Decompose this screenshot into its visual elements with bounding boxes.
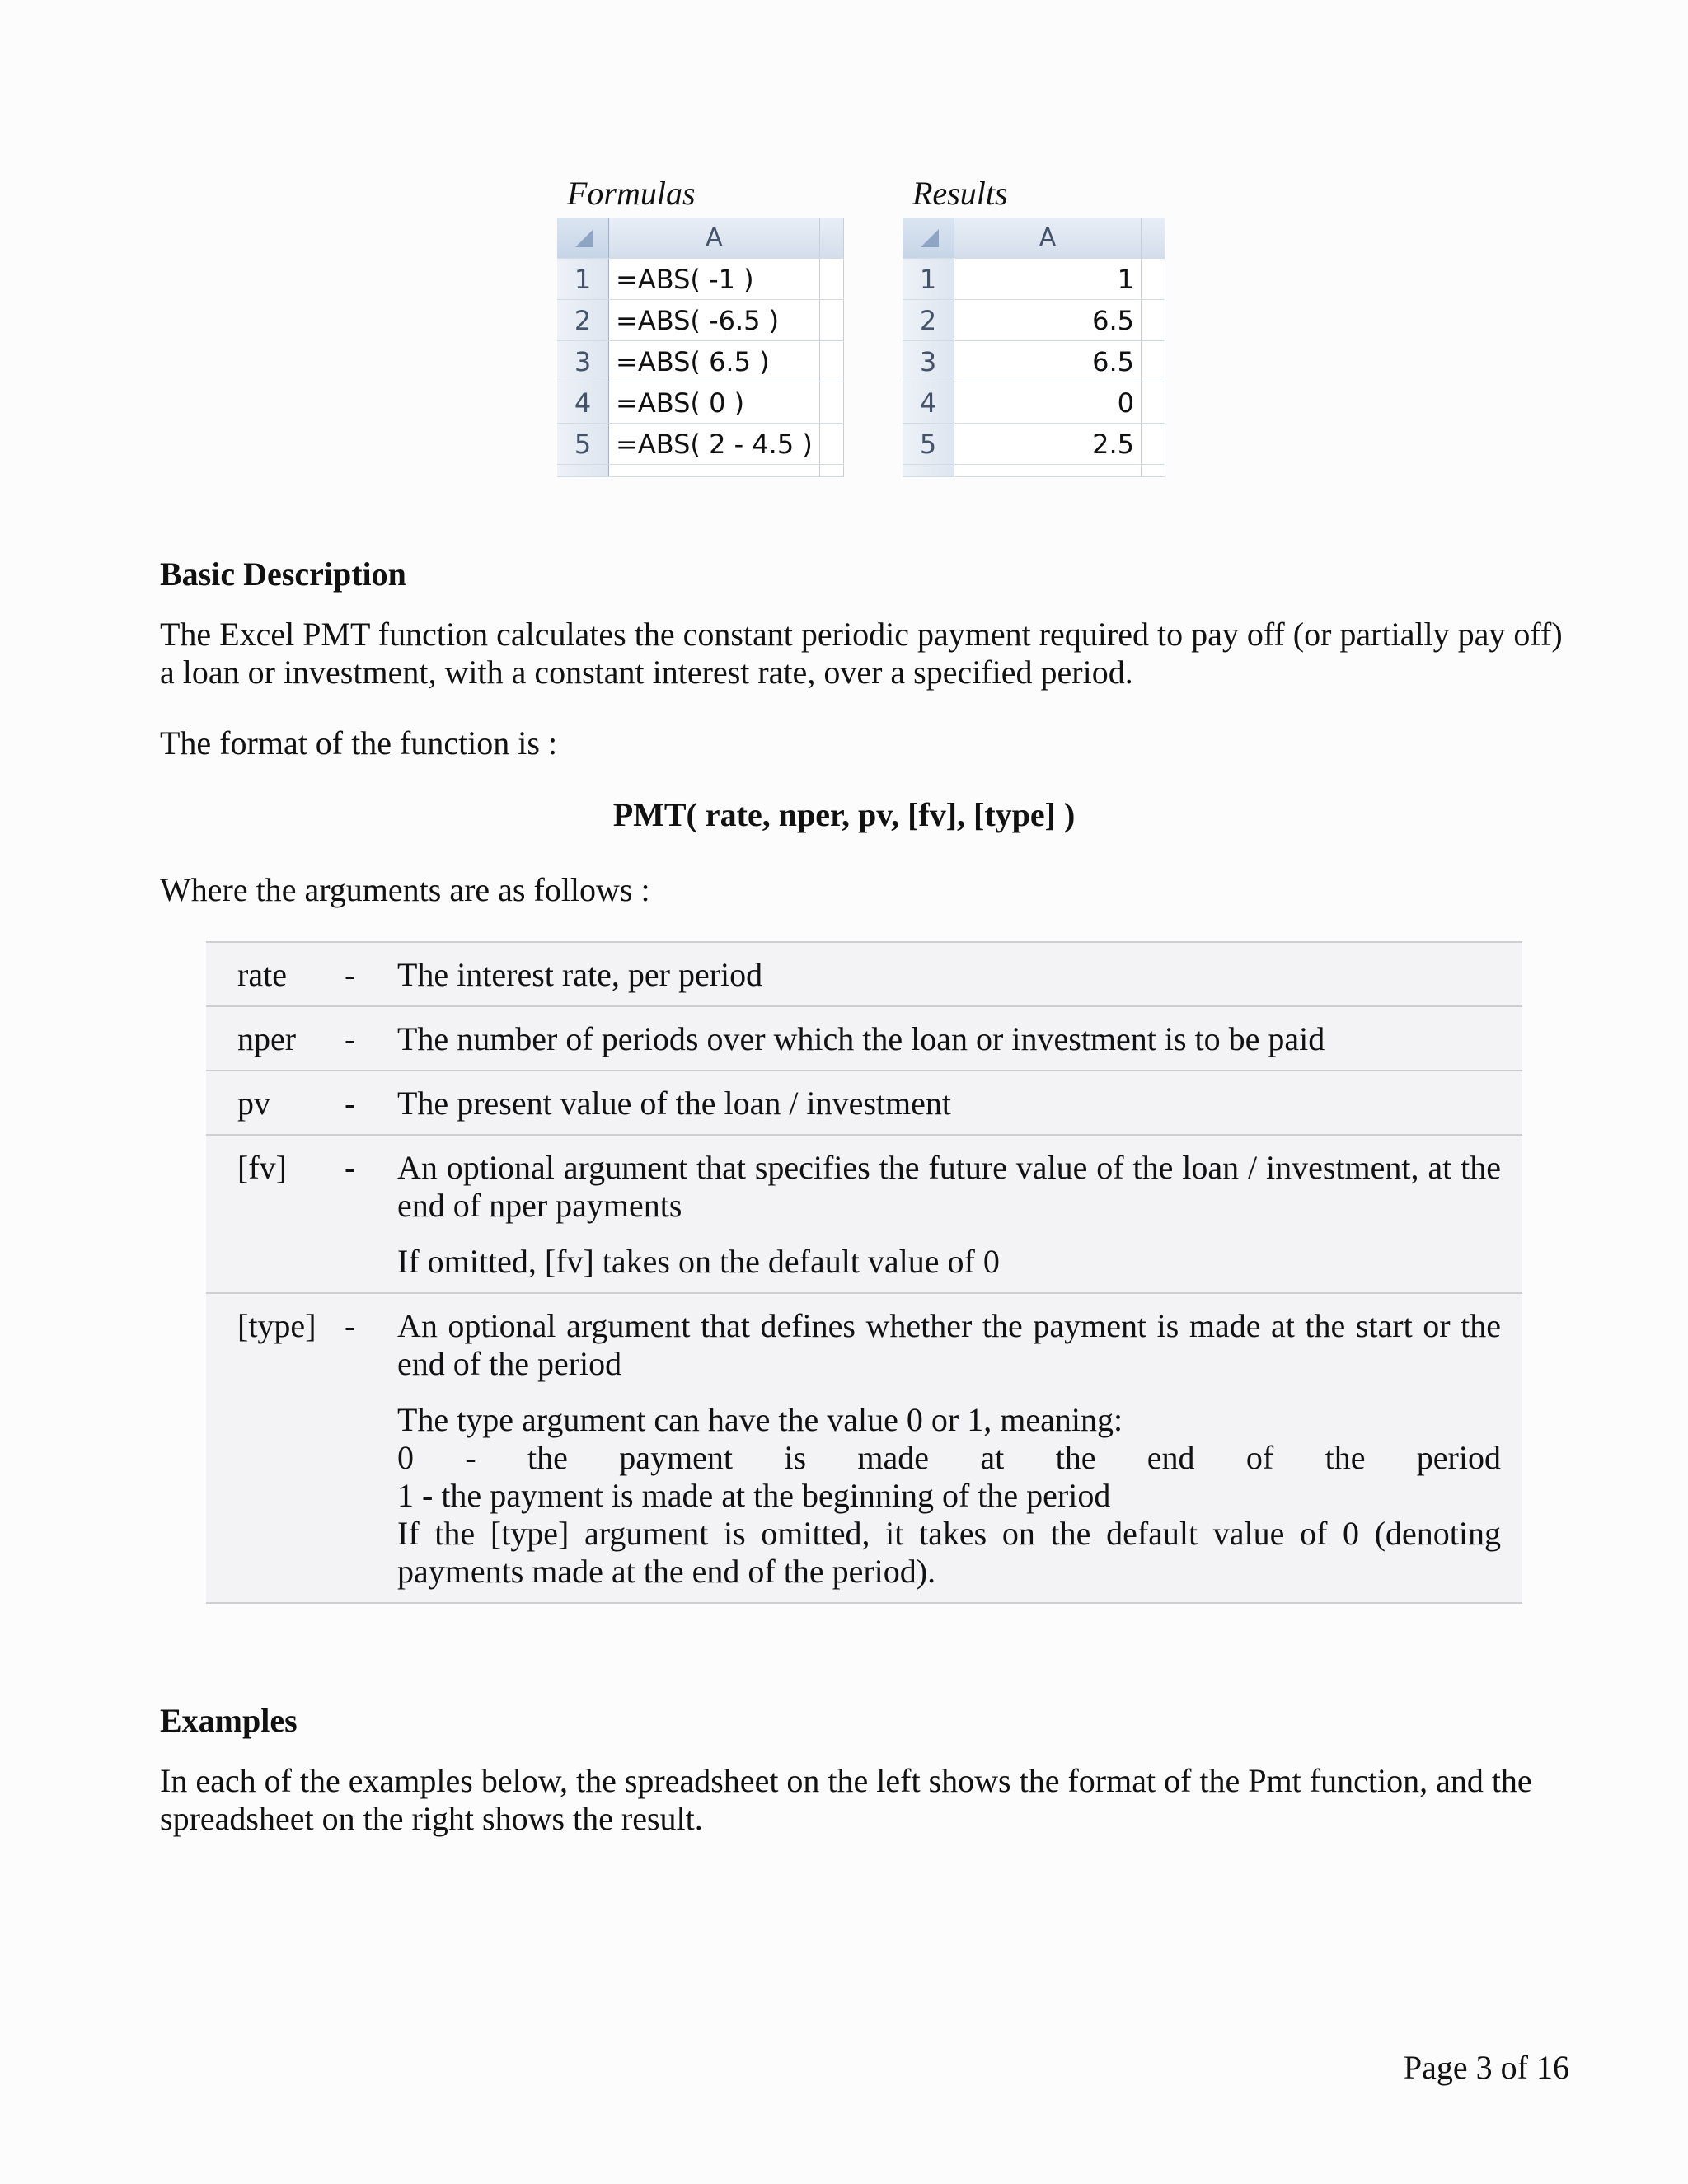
basic-description-paragraph: The Excel PMT function calculates the constant periodic payment required to pay off (or partially pay off) a loan or investment, with a constant interest rate, over a specified period. — [160, 616, 1563, 691]
result-cell: 1 — [954, 259, 1142, 300]
argument-name: pv — [206, 1071, 345, 1135]
row-header: 2 — [903, 300, 954, 341]
table-row — [206, 1006, 1522, 1071]
row-header: 1 — [903, 259, 954, 300]
result-cell: 2.5 — [954, 424, 1142, 465]
formulas-caption: Formulas — [567, 175, 696, 212]
page-number: Page 3 of 16 — [1403, 2049, 1569, 2086]
row-header: 3 — [903, 341, 954, 382]
argument-dash: - — [345, 1006, 397, 1071]
result-cell: 6.5 — [954, 300, 1142, 341]
table-row — [903, 341, 1165, 382]
table-row — [557, 424, 843, 465]
argument-dash: - — [345, 1071, 397, 1135]
column-header-next — [1142, 218, 1165, 259]
results-sheet — [903, 175, 1165, 477]
type-option-0: 0 - the payment is made at the end of the period — [397, 1439, 1501, 1476]
formula-cell: =ABS( 0 ) — [609, 382, 820, 424]
argument-description: The present value of the loan / investment — [397, 1085, 952, 1122]
type-omitted-note: If the [type] argument is omitted, it takes on the default value of 0 (denoting payments made at the end of the period). — [397, 1515, 1501, 1590]
row-header: 3 — [557, 341, 609, 382]
argument-dash: - — [345, 1293, 397, 1603]
table-row — [206, 1135, 1522, 1293]
format-intro: The format of the function is : — [160, 724, 558, 762]
table-row — [557, 259, 843, 300]
results-caption: Results — [912, 175, 1008, 212]
row-header: 4 — [557, 382, 609, 424]
table-row — [557, 341, 843, 382]
examples-paragraph: In each of the examples below, the spreadsheet on the left shows the format of the Pmt function, and the spreadsheet on the right shows the result. — [160, 1762, 1532, 1837]
argument-description: The interest rate, per period — [397, 956, 763, 993]
row-header: 2 — [557, 300, 609, 341]
basic-description-heading: Basic Description — [160, 555, 406, 593]
select-all-corner — [557, 218, 609, 259]
table-row — [206, 1293, 1522, 1603]
argument-dash: - — [345, 1135, 397, 1293]
row-header: 5 — [903, 424, 954, 465]
arguments-intro: Where the arguments are as follows : — [160, 871, 650, 908]
type-option-1: 1 - the payment is made at the beginning of the period — [397, 1477, 1111, 1514]
table-row — [903, 259, 1165, 300]
argument-description: The number of periods over which the loan or investment is to be paid — [397, 1020, 1325, 1057]
argument-name: [fv] — [206, 1135, 345, 1293]
row-header: 5 — [557, 424, 609, 465]
result-cell: 6.5 — [954, 341, 1142, 382]
table-row — [557, 300, 843, 341]
table-row — [903, 300, 1165, 341]
column-header-a: A — [954, 218, 1142, 259]
formula-cell: =ABS( -1 ) — [609, 259, 820, 300]
table-row — [903, 382, 1165, 424]
results-grid — [903, 218, 1165, 477]
formula-cell: =ABS( -6.5 ) — [609, 300, 820, 341]
formula-cell: =ABS( 6.5 ) — [609, 341, 820, 382]
result-cell: 0 — [954, 382, 1142, 424]
argument-description: An optional argument that defines whether the payment is made at the start or the end of the period — [397, 1307, 1501, 1382]
table-row — [903, 424, 1165, 465]
table-row — [206, 942, 1522, 1006]
examples-heading: Examples — [160, 1702, 298, 1739]
select-all-corner — [903, 218, 954, 259]
argument-name: rate — [206, 942, 345, 1006]
argument-default-note: If omitted, [fv] takes on the default value of 0 — [397, 1243, 1000, 1280]
arguments-table — [206, 941, 1522, 1604]
formulas-grid — [557, 218, 844, 477]
argument-name: [type] — [206, 1293, 345, 1603]
type-intro: The type argument can have the value 0 or 1, meaning: — [397, 1401, 1123, 1438]
pmt-syntax: PMT( rate, nper, pv, [fv], [type] ) — [612, 796, 1076, 833]
argument-name: nper — [206, 1006, 345, 1071]
formula-cell: =ABS( 2 - 4.5 ) — [609, 424, 820, 465]
row-header: 1 — [557, 259, 609, 300]
formulas-sheet — [557, 175, 844, 477]
argument-dash: - — [345, 942, 397, 1006]
table-row — [557, 382, 843, 424]
row-header: 4 — [903, 382, 954, 424]
column-header-next — [819, 218, 843, 259]
table-row — [206, 1071, 1522, 1135]
column-header-a: A — [609, 218, 820, 259]
argument-description: An optional argument that specifies the future value of the loan / investment, at the end of nper payments — [397, 1149, 1501, 1224]
